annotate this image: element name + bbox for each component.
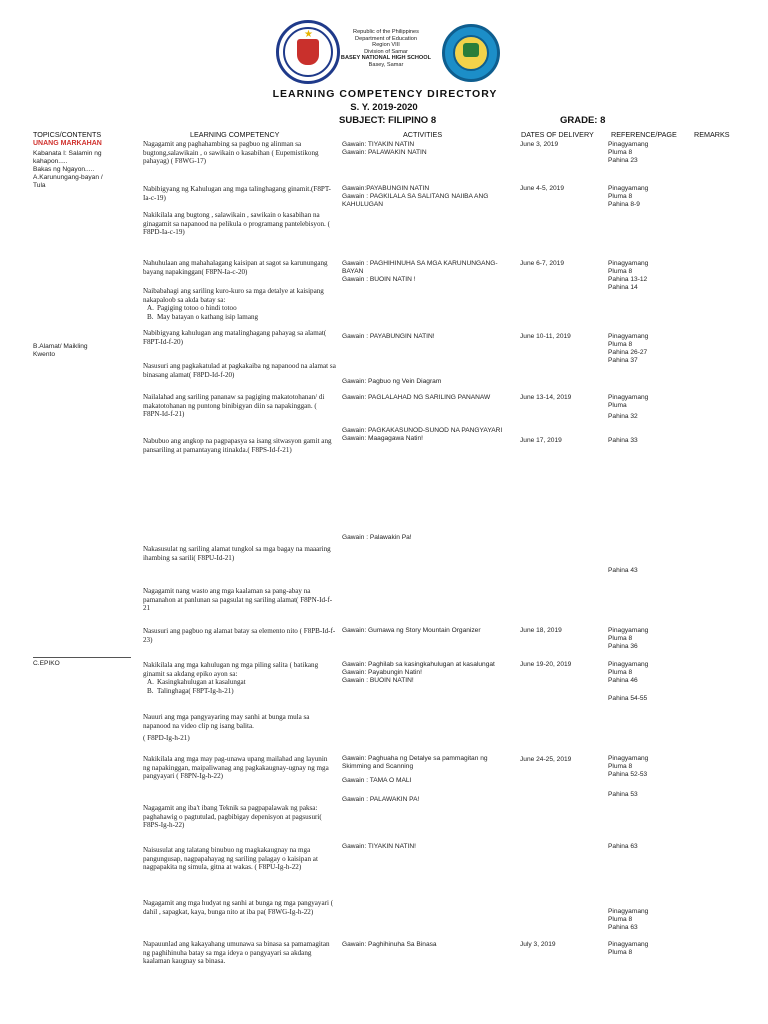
reference-line: Pahina 23 [608, 157, 638, 164]
reference-item [608, 333, 648, 365]
reference-line: Pahina 26-27 [608, 349, 648, 356]
reference-line: Pahina 53 [608, 791, 638, 798]
delivery-date: June 13-14, 2019 [520, 394, 572, 401]
competency-text: Nabibigyang kahulugan ang matalinghagang pahayag sa alamat( F8PT-Id-f-20) [143, 329, 327, 346]
reference-line: Pluma 8 [608, 949, 633, 956]
competency-text: Nabubuo ang angkop na pagpapasya sa isang sitwasyon gamit ang pansariling at pamantayang itinakda.( F8PS-Id-f-21) [143, 437, 332, 454]
reference-line: Pahina 36 [608, 643, 638, 650]
letterhead-line: Division of Samar [364, 48, 408, 55]
competency-text: Nakasusulat ng sariling alamat tungkol sa mga bagay na maaaring ihambing sa sarili( F8PU-Id-21) [143, 545, 331, 562]
reference-item [608, 141, 648, 165]
column-header-activities: ACTIVITIES [403, 130, 443, 139]
grade-label: GRADE: 8 [560, 115, 606, 126]
reference-item [608, 941, 648, 957]
column-header-remarks: REMARKS [694, 130, 730, 139]
document-title: LEARNING COMPETENCY DIRECTORY [272, 88, 498, 100]
competency-text [143, 713, 336, 743]
reference-line: Pluma [608, 402, 627, 409]
activity-item [342, 661, 510, 685]
activity-line: Gawain: TIYAKIN NATIN [342, 141, 415, 148]
reference-line: Pinagyamang [608, 260, 649, 267]
deped-seal-logo: ★ [276, 20, 340, 84]
reference-line: Pinagyamang [608, 141, 649, 148]
delivery-date: June 17, 2019 [520, 437, 562, 444]
activity-line: Gawain : PAGHIHINUHA SA MGA KARUNUNGANG-BAYAN [342, 260, 498, 275]
competency-text [143, 661, 336, 695]
competency-text: Nagagamit ang mga hudyat ng sanhi at bunga ng mga pangyayari ( dahil , sapagkat, kaya, bunga nito at iba pa( F8WG-Ig-h-22) [143, 899, 334, 916]
letterhead-line: Republic of the Philippines [353, 29, 419, 35]
topic-line: Tula [33, 182, 46, 189]
delivery-date: June 3, 2019 [520, 141, 559, 148]
reference-line: Pahina 63 [608, 924, 638, 931]
activity-line: Gawain : TAMA O MALI [342, 777, 412, 784]
activity-line: Gawain : BUOIN NATIN! [342, 677, 414, 684]
activity-line: Gawain : PAGKILALA SA SALITANG NAIIBA ANG KAHULUGAN [342, 193, 489, 208]
competency-text: Naisusulat ang talatang binubuo ng magkakaugnay na mga pangungusap, nagpapahayag ng sariling palagay o kaisipan at nagpapakita ng simula, gitna at wakas. ( F8PU-Ig-h-22) [143, 846, 318, 872]
column-header-reference: REFERENCE/PAGE [611, 130, 677, 139]
column-header-competency: LEARNING COMPETENCY [190, 130, 280, 139]
reference-item [608, 260, 648, 292]
competency-text: Nasusuri ang pagbuo ng alamat batay sa elemento nito ( F8PB-Id-f-23) [143, 627, 336, 644]
activity-item [342, 141, 510, 157]
activity-line: Gawain: Paghuaha ng Detalye sa pammagitan ng Skimming and Scanning [342, 755, 488, 770]
competency-subitem-text: May batayan o kathang isip lamang [157, 312, 259, 321]
school-location: Basey, Samar [368, 61, 404, 68]
reference-line: Pahina 14 [608, 284, 638, 291]
competency-line: Nauuri ang mga pangyayaring may sanhi at bunga mula sa napanood na video clip ng isang balita. [143, 713, 310, 730]
activity-item: Gawain: PAGLALAHAD NG SARILING PANANAW [342, 394, 491, 401]
reference-line: Pluma 8 [608, 149, 633, 156]
reference-line: Pluma 8 [608, 916, 633, 923]
topic-line: Kabanata I: Salamin ng [33, 150, 102, 157]
column-header-dates: DATES OF DELIVERY [521, 130, 594, 139]
letterhead-line: Region VIII [372, 42, 400, 49]
competency-subitem: A. Kasingkahulugan at kasalungat [147, 678, 246, 687]
reference-line: Pinagyamang [608, 755, 649, 762]
reference-line: Pluma 8 [608, 341, 633, 348]
topic-line: A.Karunungang-bayan / [33, 174, 103, 181]
reference-item [608, 755, 648, 799]
competency-text [143, 287, 336, 321]
competency-subitem: B. May batayan o kathang isip lamang [147, 312, 259, 321]
topic-line: kahapon..... [33, 158, 68, 165]
topic-line: Bakas ng Ngayon..... [33, 166, 95, 173]
activity-line: Gawain: PALAWAKIN NATIN [342, 149, 427, 156]
delivery-date: June 4-5, 2019 [520, 185, 564, 192]
reference-line: Pinagyamang [608, 185, 649, 192]
reference-line: Pinagyamang [608, 661, 649, 668]
competency-subitem: B. Talinghaga( F8PT-Ig-h-21) [147, 686, 234, 695]
delivery-date: June 19-20, 2019 [520, 661, 572, 668]
topic-item: C.EPIKO [33, 660, 60, 667]
competency-text: Nakikilala ang mga may pag-unawa upang mailahad ang layunin ng napakinggan, maipaliwanag ang pagkakaugnay-ugnay ng mga pangyayari ( F8PN-Ig-h-22) [143, 755, 329, 781]
reference-line: Pahina 32 [608, 413, 638, 420]
activity-line: Gawain:PAYABUNGIN NATIN [342, 185, 430, 192]
reference-item [608, 627, 648, 651]
reference-line: Pinagyamang [608, 941, 649, 948]
activity-item: Gawain: Paghihinuha Sa Binasa [342, 941, 437, 948]
activity-item: Gawain: TIYAKIN NATIN! [342, 843, 417, 850]
reference-line: Pahina 37 [608, 357, 638, 364]
reference-line: Pluma 8 [608, 193, 633, 200]
activity-line: Gawain: PAGKAKASUNOD-SUNOD NA PANGYAYARI [342, 427, 503, 434]
activity-line: Gawain : BUOIN NATIN ! [342, 276, 416, 283]
activity-line: Gawain : PALAWAKIN PA! [342, 796, 420, 803]
reference-item [608, 185, 648, 209]
activity-item: Gawain: Gumawa ng Story Mountain Organizer [342, 627, 481, 634]
competency-text: Nagagamit nang wasto ang mga kaalaman sa pang-abay na pamanahon at panlunan sa pagsulat ng sariling alamat( F8PN-Id-f-21 [143, 587, 333, 613]
topic-item [33, 150, 133, 190]
reference-item [608, 661, 648, 703]
reference-line: Pluma 8 [608, 635, 633, 642]
competency-intro: Naibabahagi ang sariling kuro-kuro sa mga detalye at kaisipang nakapaloob sa akda batay sa: [143, 287, 324, 304]
letterhead-line: Department of Education [355, 35, 417, 42]
activity-item [342, 427, 510, 443]
activity-item: Gawain: Pagbuo ng Vein Diagram [342, 378, 442, 385]
competency-text: Nakikilala ang bugtong , salawikain , sawikain o kasabihan na ginagamit sa napanood na pelikula o programang pantelebisyon. ( F8PD-Ia-c-19) [143, 211, 330, 237]
topic-item [33, 343, 133, 359]
reference-line: Pinagyamang [608, 627, 649, 634]
reference-line: Pluma 8 [608, 669, 633, 676]
reference-line: Pinagyamang [608, 333, 649, 340]
activity-item [342, 755, 510, 804]
reference-line: Pahina 8-9 [608, 201, 640, 208]
reference-item: Pahina 63 [608, 843, 638, 850]
activity-line: Gawain: Maagagawa Natin! [342, 435, 424, 442]
competency-subitem-text: Pagiging totoo o hindi totoo [157, 304, 237, 313]
competency-text: Nagagamit ang paghahambing sa pagbuo ng alinman sa bugtong,salawikain , o sawikain o kasabihan ( Eupemistikong pahayag) ( F8WG-17) [143, 140, 319, 166]
reference-item [608, 394, 648, 421]
reference-item: Pahina 33 [608, 437, 638, 444]
topic-line: Kwento [33, 351, 55, 358]
topic-divider [33, 657, 131, 658]
reference-line: Pahina 54-55 [608, 695, 648, 702]
competency-text: Nagagamit ang iba't ibang Teknik sa pagpapalawak ng paksa: paghahawig o pagtutulad, pagbibigay depenisyon at pagsusuri( F8PS-Ig-h-22) [143, 804, 322, 830]
reference-line: Pluma 8 [608, 763, 633, 770]
activity-line: Gawain: Paghilab sa kasingkahulugan at kasalungat [342, 661, 495, 668]
delivery-date: June 6-7, 2019 [520, 260, 564, 267]
delivery-date: June 18, 2019 [520, 627, 562, 634]
subject-label: SUBJECT: FILIPINO 8 [339, 115, 437, 126]
reference-line: Pinagyamang [608, 394, 649, 401]
reference-line: Pinagyamang [608, 908, 649, 915]
column-header-topics: TOPICS/CONTENTS [33, 130, 102, 139]
reference-item: Pahina 43 [608, 567, 638, 574]
competency-text: Nahuhulaan ang mahahalagang kaisipan at sagot sa karunungang bayang napakinggan( F8PN-Ia-c-20) [143, 259, 328, 276]
school-year: S. Y. 2019-2020 [350, 102, 418, 113]
school-seal-logo [442, 24, 500, 82]
reference-line: Pluma 8 [608, 268, 633, 275]
delivery-date: June 10-11, 2019 [520, 333, 571, 340]
school-name: BASEY NATIONAL HIGH SCHOOL [340, 55, 432, 62]
topic-line: B.Alamat/ Maikling [33, 343, 88, 350]
competency-line: ( F8PD-Ig-h-21) [143, 734, 190, 743]
competency-subitem-text: Kasingkahulugan at kasalungat [157, 678, 246, 687]
activity-item: Gawain : PAYABUNGIN NATIN! [342, 333, 435, 340]
reference-item [608, 908, 648, 932]
activity-item [342, 260, 510, 284]
delivery-date: July 3, 2019 [520, 941, 556, 948]
activity-item [342, 185, 510, 209]
quarter-label: UNANG MARKAHAN [33, 140, 102, 147]
reference-line: Pahina 46 [608, 677, 638, 684]
competency-subitem: A. Pagiging totoo o hindi totoo [147, 304, 237, 313]
competency-intro: Nakikilala ang mga kahulugan ng mga piling salita ( batikang ginamit sa akdang epiko ayon sa: [143, 661, 319, 678]
competency-text: Nailalahad ang sariling pananaw sa pagiging makatotohanan/ di makatotohanan ng puntong binibigyan diin sa napakinggan. ( F8PN-Id-f-21) [143, 393, 325, 419]
reference-line: Pahina 13-12 [608, 276, 648, 283]
competency-text: Nabibigyang ng Kahulugan ang mga talinghagang ginamit.(F8PT-Ia-c-19) [143, 185, 331, 202]
competency-subitem-text: Talinghaga( F8PT-Ig-h-21) [157, 686, 234, 695]
competency-text: Napauunlad ang kakayahang umunawa sa binasa sa pamamagitan ng paghihinuha batay sa mga ideya o pangyayari sa akdang kaalaman kaugnay sa binasa. [143, 940, 330, 966]
activity-line: Gawain: Payabungin Natin! [342, 669, 422, 676]
letterhead [333, 29, 439, 69]
competency-text: Nasusuri ang pagkakatulad at pagkakaiba ng napanood na alamat sa binasang alamat( F8PD-Id-f-20) [143, 362, 336, 379]
delivery-date: June 24-25, 2019 [520, 756, 572, 763]
activity-item: Gawain : Palawakin Pa! [342, 534, 412, 541]
reference-line: Pahina 52-53 [608, 771, 648, 778]
